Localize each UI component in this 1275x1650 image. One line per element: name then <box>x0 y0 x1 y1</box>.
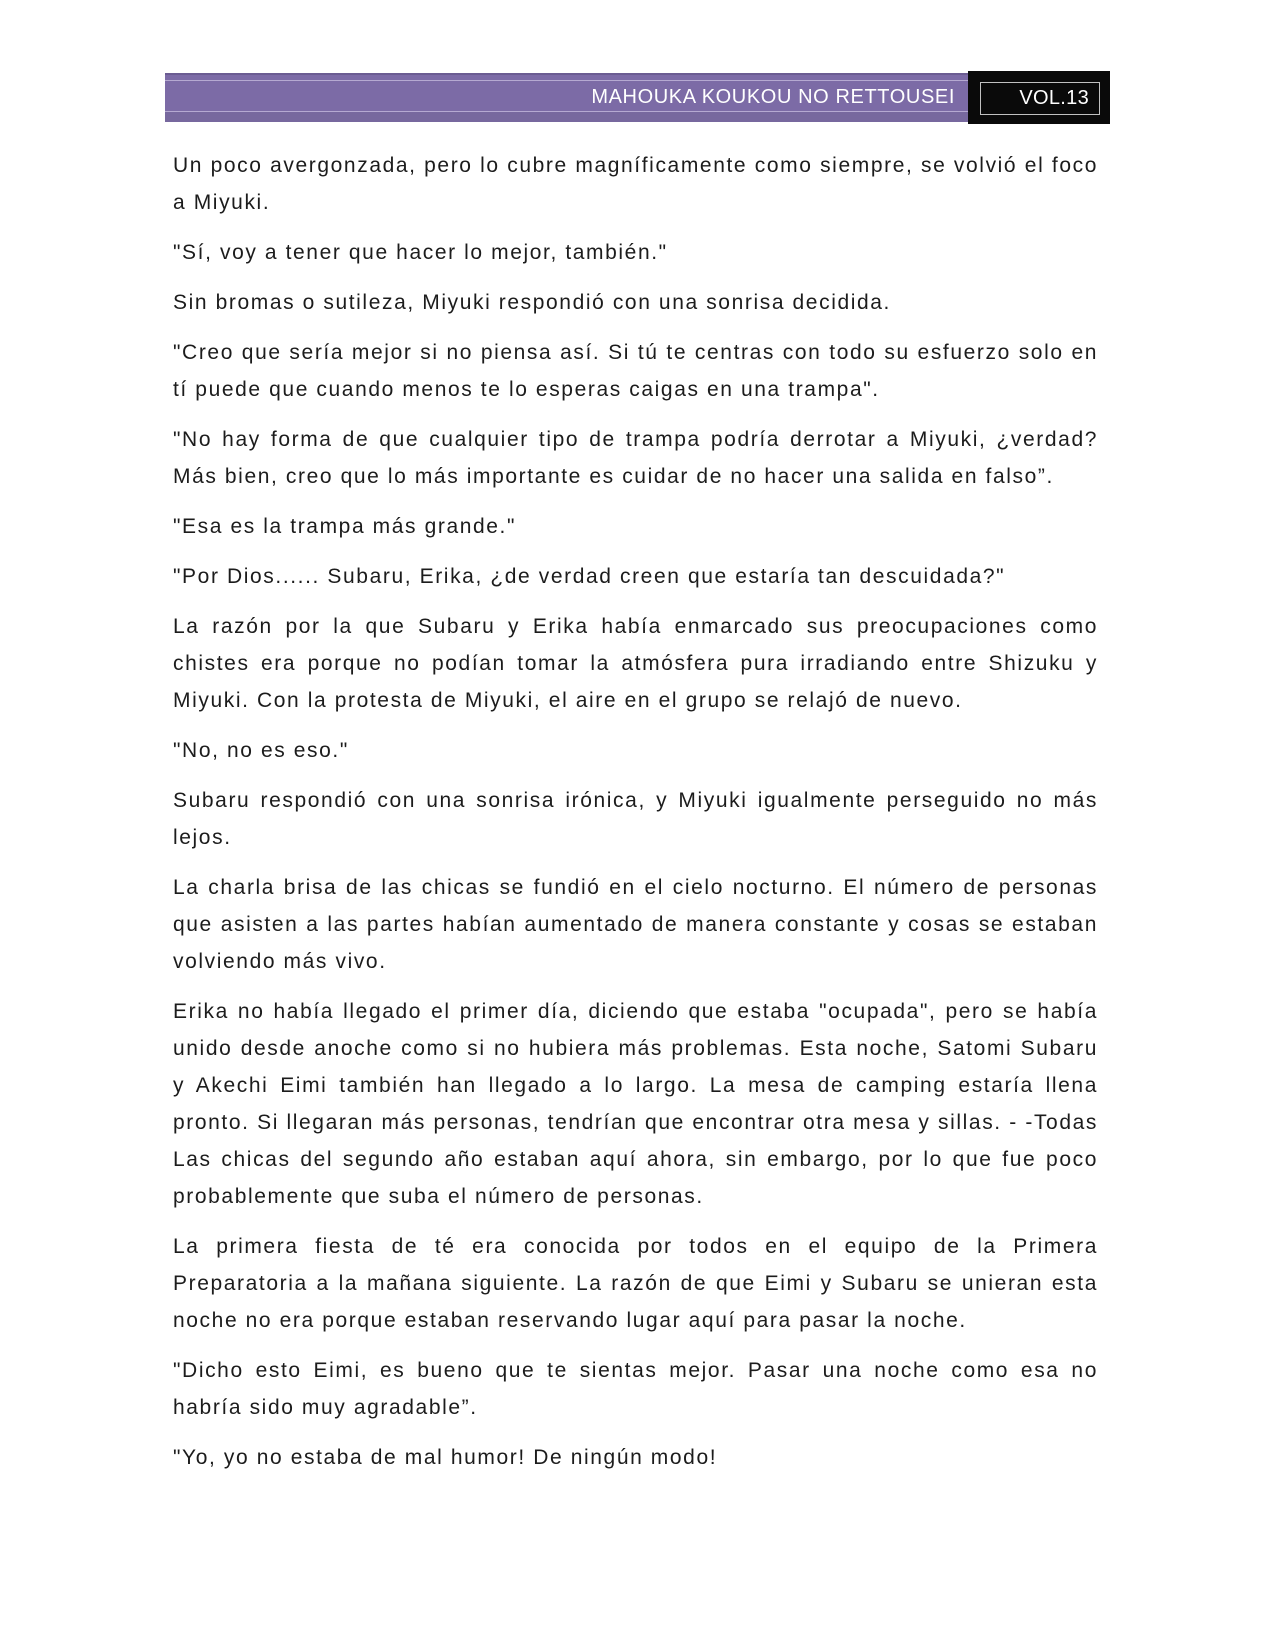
paragraph: "No hay forma de que cualquier tipo de trampa podría derrotar a Miyuki, ¿verdad? Más bien, creo que lo más importante es cuidar de no hacer una salida en falso”. <box>173 428 1098 488</box>
paragraph: Sin bromas o sutileza, Miyuki respondió con una sonrisa decidida. <box>173 291 891 314</box>
header-title: MAHOUKA KOUKOU NO RETTOUSEI <box>591 86 955 108</box>
paragraph: La razón por la que Subaru y Erika había enmarcado sus preocupaciones como chistes era porque no podían tomar la atmósfera pura irradiando entre Shizuku y Miyuki. Con la protesta de Miyuki, el aire en el grupo se relajó de nuevo. <box>173 615 1098 712</box>
paragraph: "Sí, voy a tener que hacer lo mejor, también." <box>173 241 668 264</box>
volume-badge <box>968 71 1110 124</box>
paragraph: Subaru respondió con una sonrisa irónica, y Miyuki igualmente perseguido no más lejos. <box>173 789 1098 849</box>
body-text <box>173 147 1098 1489</box>
paragraph: La primera fiesta de té era conocida por todos en el equipo de la Primera Preparatoria a la mañana siguiente. La razón de que Eimi y Subaru se unieran esta noche no era porque estaban reservando lugar aquí para pasar la noche. <box>173 1235 1098 1332</box>
page-header <box>165 73 1110 122</box>
paragraph: Erika no había llegado el primer día, diciendo que estaba "ocupada", pero se había unido desde anoche como si no hubiera más problemas. Esta noche, Satomi Subaru y Akechi Eimi también han llegado a lo largo. La mesa de camping estaría llena pronto. Si llegaran más personas, tendrían que encontrar otra mesa y sillas. - -Todas Las chicas del segundo año estaban aquí ahora, sin embargo, por lo que fue poco probablemente que suba el número de personas. <box>173 1000 1098 1208</box>
paragraph: "Por Dios...... Subaru, Erika, ¿de verdad creen que estaría tan descuidada?" <box>173 565 1006 588</box>
paragraph: "Yo, yo no estaba de mal humor! De ningún modo! <box>173 1446 718 1469</box>
volume-label: VOL.13 <box>980 82 1100 115</box>
paragraph: Un poco avergonzada, pero lo cubre magníficamente como siempre, se volvió el foco a Miyuki. <box>173 154 1098 214</box>
paragraph: "Dicho esto Eimi, es bueno que te sientas mejor. Pasar una noche como esa no habría sido muy agradable”. <box>173 1359 1098 1419</box>
paragraph: "No, no es eso." <box>173 739 349 762</box>
paragraph: La charla brisa de las chicas se fundió en el cielo nocturno. El número de personas que asisten a las partes habían aumentado de manera constante y cosas se estaban volviendo más vivo. <box>173 876 1098 973</box>
paragraph: "Esa es la trampa más grande." <box>173 515 517 538</box>
paragraph: "Creo que sería mejor si no piensa así. Si tú te centras con todo su esfuerzo solo en tí puede que cuando menos te lo esperas caigas en una trampa". <box>173 341 1098 401</box>
